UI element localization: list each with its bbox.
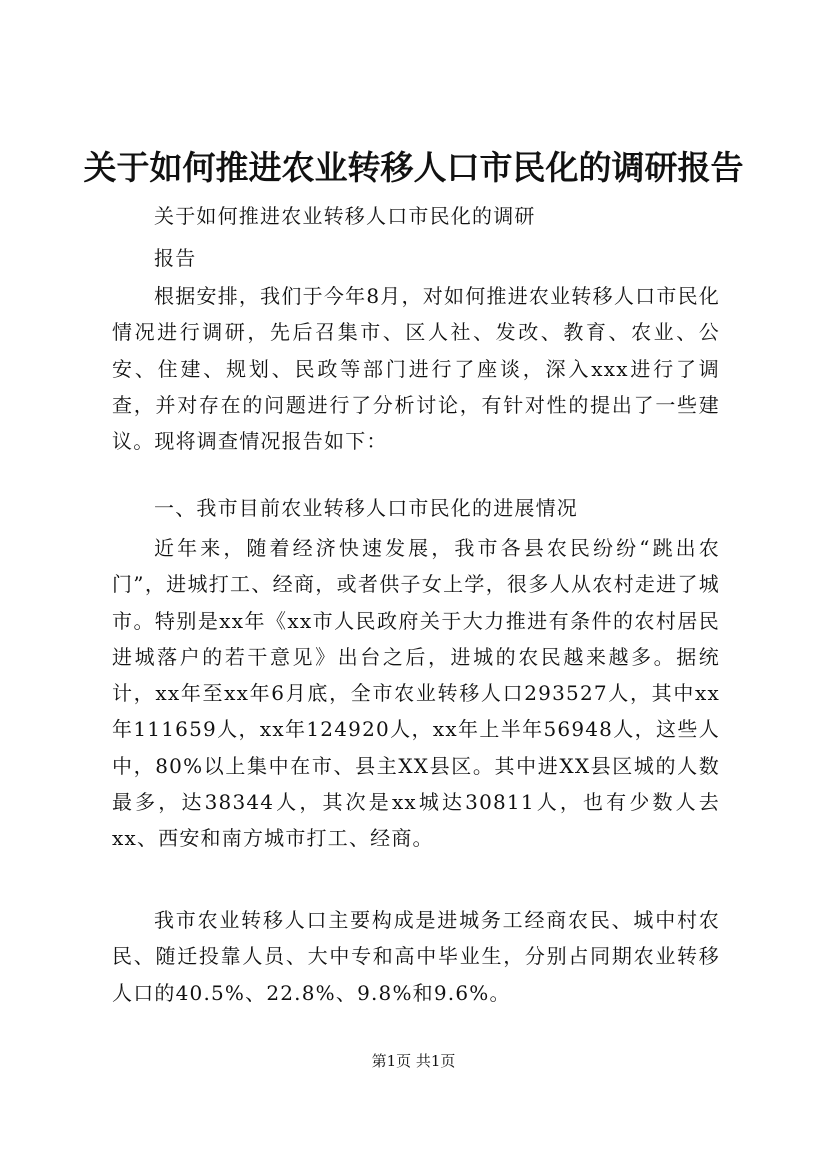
paragraph-progress: 近年来，随着经济快速发展，我市各县农民纷纷“跳出农门”，进城打工、经商，或者供子女上学，很多人从农村走进了城市。特别是xx年《xx市人民政府关于大力推进有条件的农村居民进城落户的若干意见》出台之后，进城的农民越来越多。据统计，xx年至xx年6月底，全市农业转移人口293527人，其中xx年111659人，xx年124920人，xx年上半年56948人，这些人中，80%以上集中在市、县主XX县区。其中进XX县区城的人数最多，达38344人，其次是xx城达30811人，也有少数人去xx、西安和南方城市打工、经商。	[112, 536, 720, 851]
page-footer: 第1页 共1页	[371, 1052, 456, 1070]
paragraph-subtitle-line2: 报告	[154, 246, 197, 270]
paragraph-subtitle-line1: 关于如何推进农业转移人口市民化的调研	[154, 204, 536, 228]
paragraph-composition: 我市农业转移人口主要构成是进城务工经商农民、城中村农民、随迁投靠人员、大中专和高中毕业生，分别占同期农业转移人口的40.5%、22.8%、9.8%和9.6%。	[112, 908, 720, 1005]
paragraph-intro: 根据安排，我们于今年8月，对如何推进农业转移人口市民化情况进行调研，先后召集市、区人社、发改、教育、农业、公安、住建、规划、民政等部门进行了座谈，深入xxx进行了调查，并对存在的问题进行了分析讨论，有针对性的提出了一些建议。现将调查情况报告如下：	[112, 284, 720, 454]
section-heading-1: 一、我市目前农业转移人口市民化的进展情况	[154, 496, 578, 520]
document-title: 关于如何推进农业转移人口市民化的调研报告	[83, 148, 744, 187]
